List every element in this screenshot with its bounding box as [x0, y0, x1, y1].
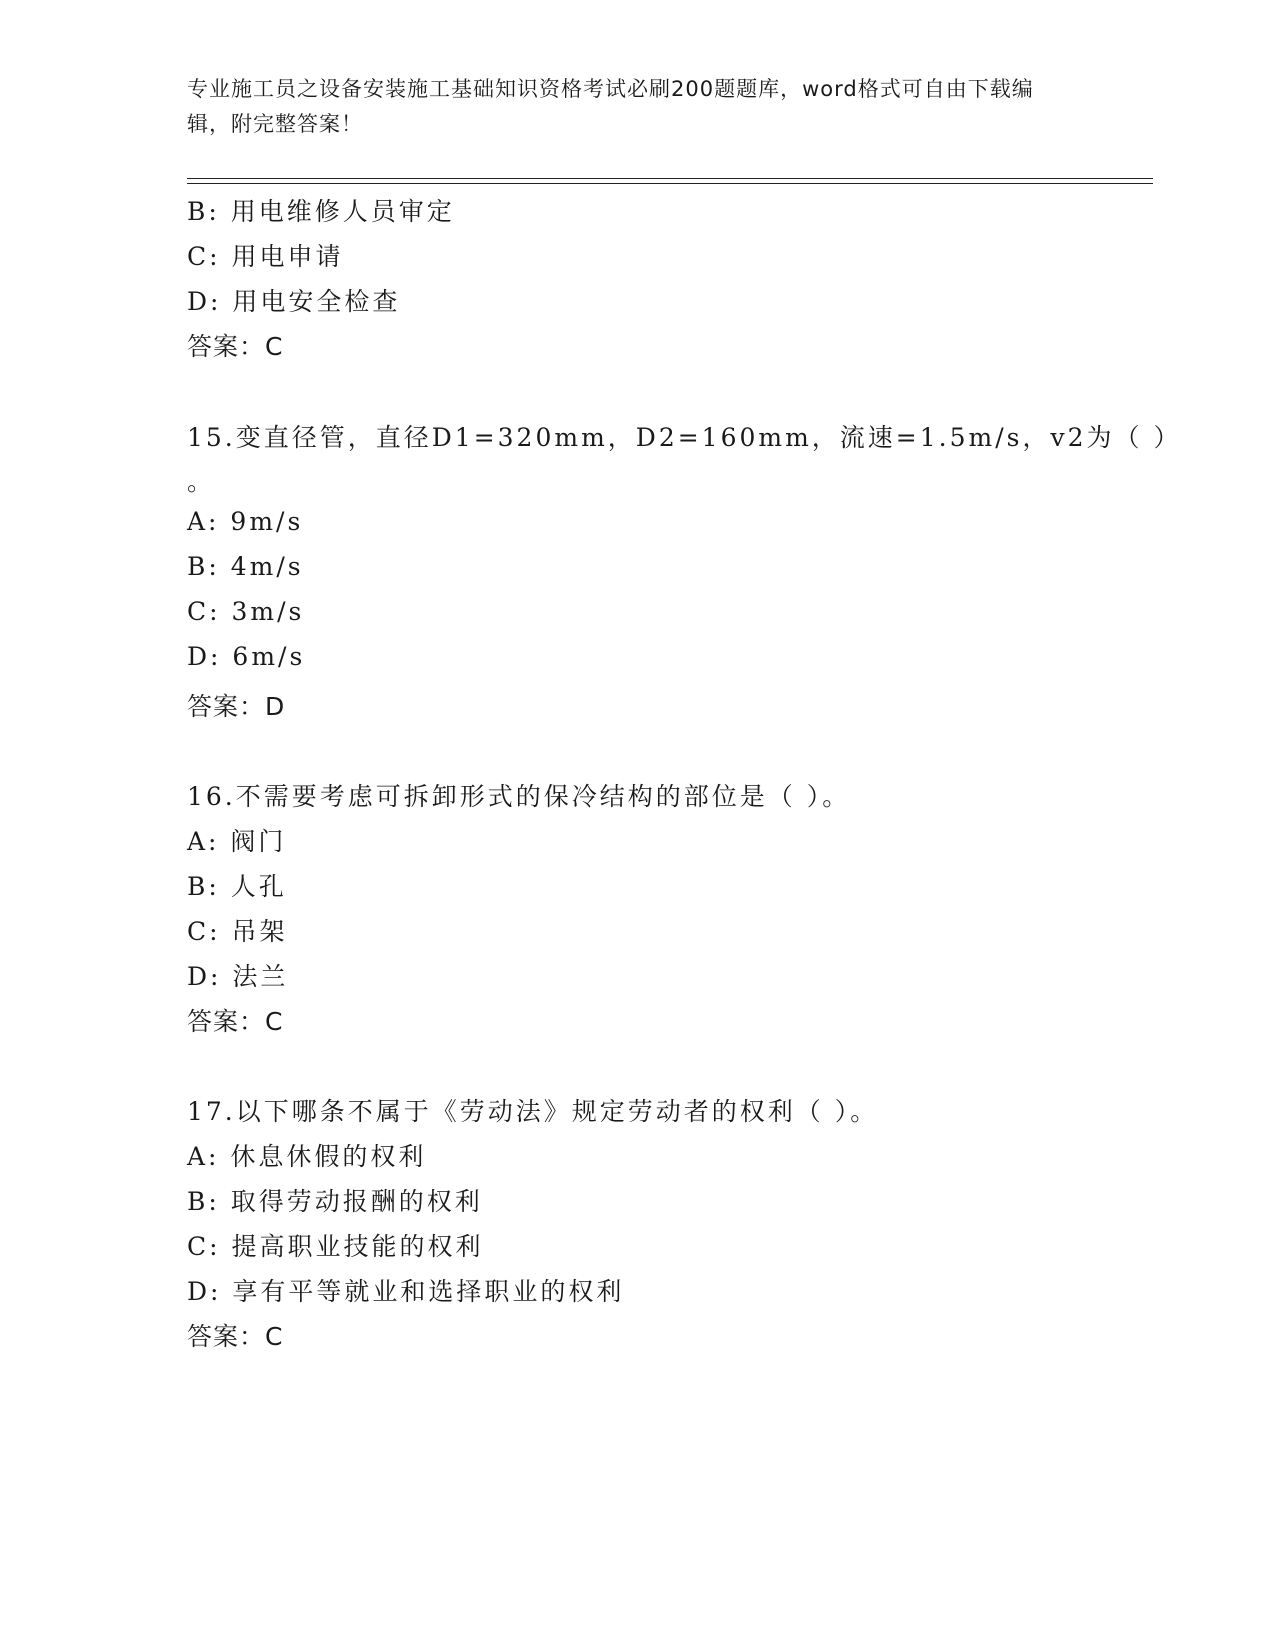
q15-option-c: C: 3m/s [187, 597, 305, 626]
q17-stem: 17.以下哪条不属于《劳动法》规定劳动者的权利（ ）。 [187, 1097, 879, 1126]
q17-answer: 答案：C [187, 1322, 284, 1351]
q16-option-c: C: 吊架 [187, 917, 288, 946]
q15-option-a: A: 9m/s [187, 507, 304, 536]
q14-option-b: B: 用电维修人员审定 [187, 197, 455, 226]
q15-option-d: D: 6m/s [187, 642, 306, 671]
q16-option-a: A: 阀门 [187, 827, 287, 856]
q14-option-d: D: 用电安全检查 [187, 287, 401, 316]
q17-option-b: B: 取得劳动报酬的权利 [187, 1187, 483, 1216]
q16-stem: 16.不需要考虑可拆卸形式的保冷结构的部位是（ ）。 [187, 782, 851, 811]
q16-answer: 答案：C [187, 1007, 284, 1036]
q15-option-b: B: 4m/s [187, 552, 304, 581]
header-divider-top [187, 178, 1153, 179]
q17-option-a: A: 休息休假的权利 [187, 1142, 427, 1171]
document-header: 专业施工员之设备安装施工基础知识资格考试必刷200题题库，word格式可自由下载编辑，附完整答案！ [187, 77, 1034, 136]
header-divider-bottom [187, 183, 1153, 184]
q15-answer: 答案：D [187, 692, 286, 721]
q17-option-c: C: 提高职业技能的权利 [187, 1232, 484, 1261]
q16-option-b: B: 人孔 [187, 872, 287, 901]
q14-option-c: C: 用电申请 [187, 242, 344, 271]
q17-option-d: D: 享有平等就业和选择职业的权利 [187, 1277, 625, 1306]
q15-stem: 15.变直径管，直径D1=320mm，D2=160mm，流速=1.5m/s，v2为（ ） [187, 423, 1182, 452]
q16-option-d: D: 法兰 [187, 962, 289, 991]
q15-stem-tail: 。 [187, 467, 216, 496]
q14-answer: 答案：C [187, 332, 284, 361]
